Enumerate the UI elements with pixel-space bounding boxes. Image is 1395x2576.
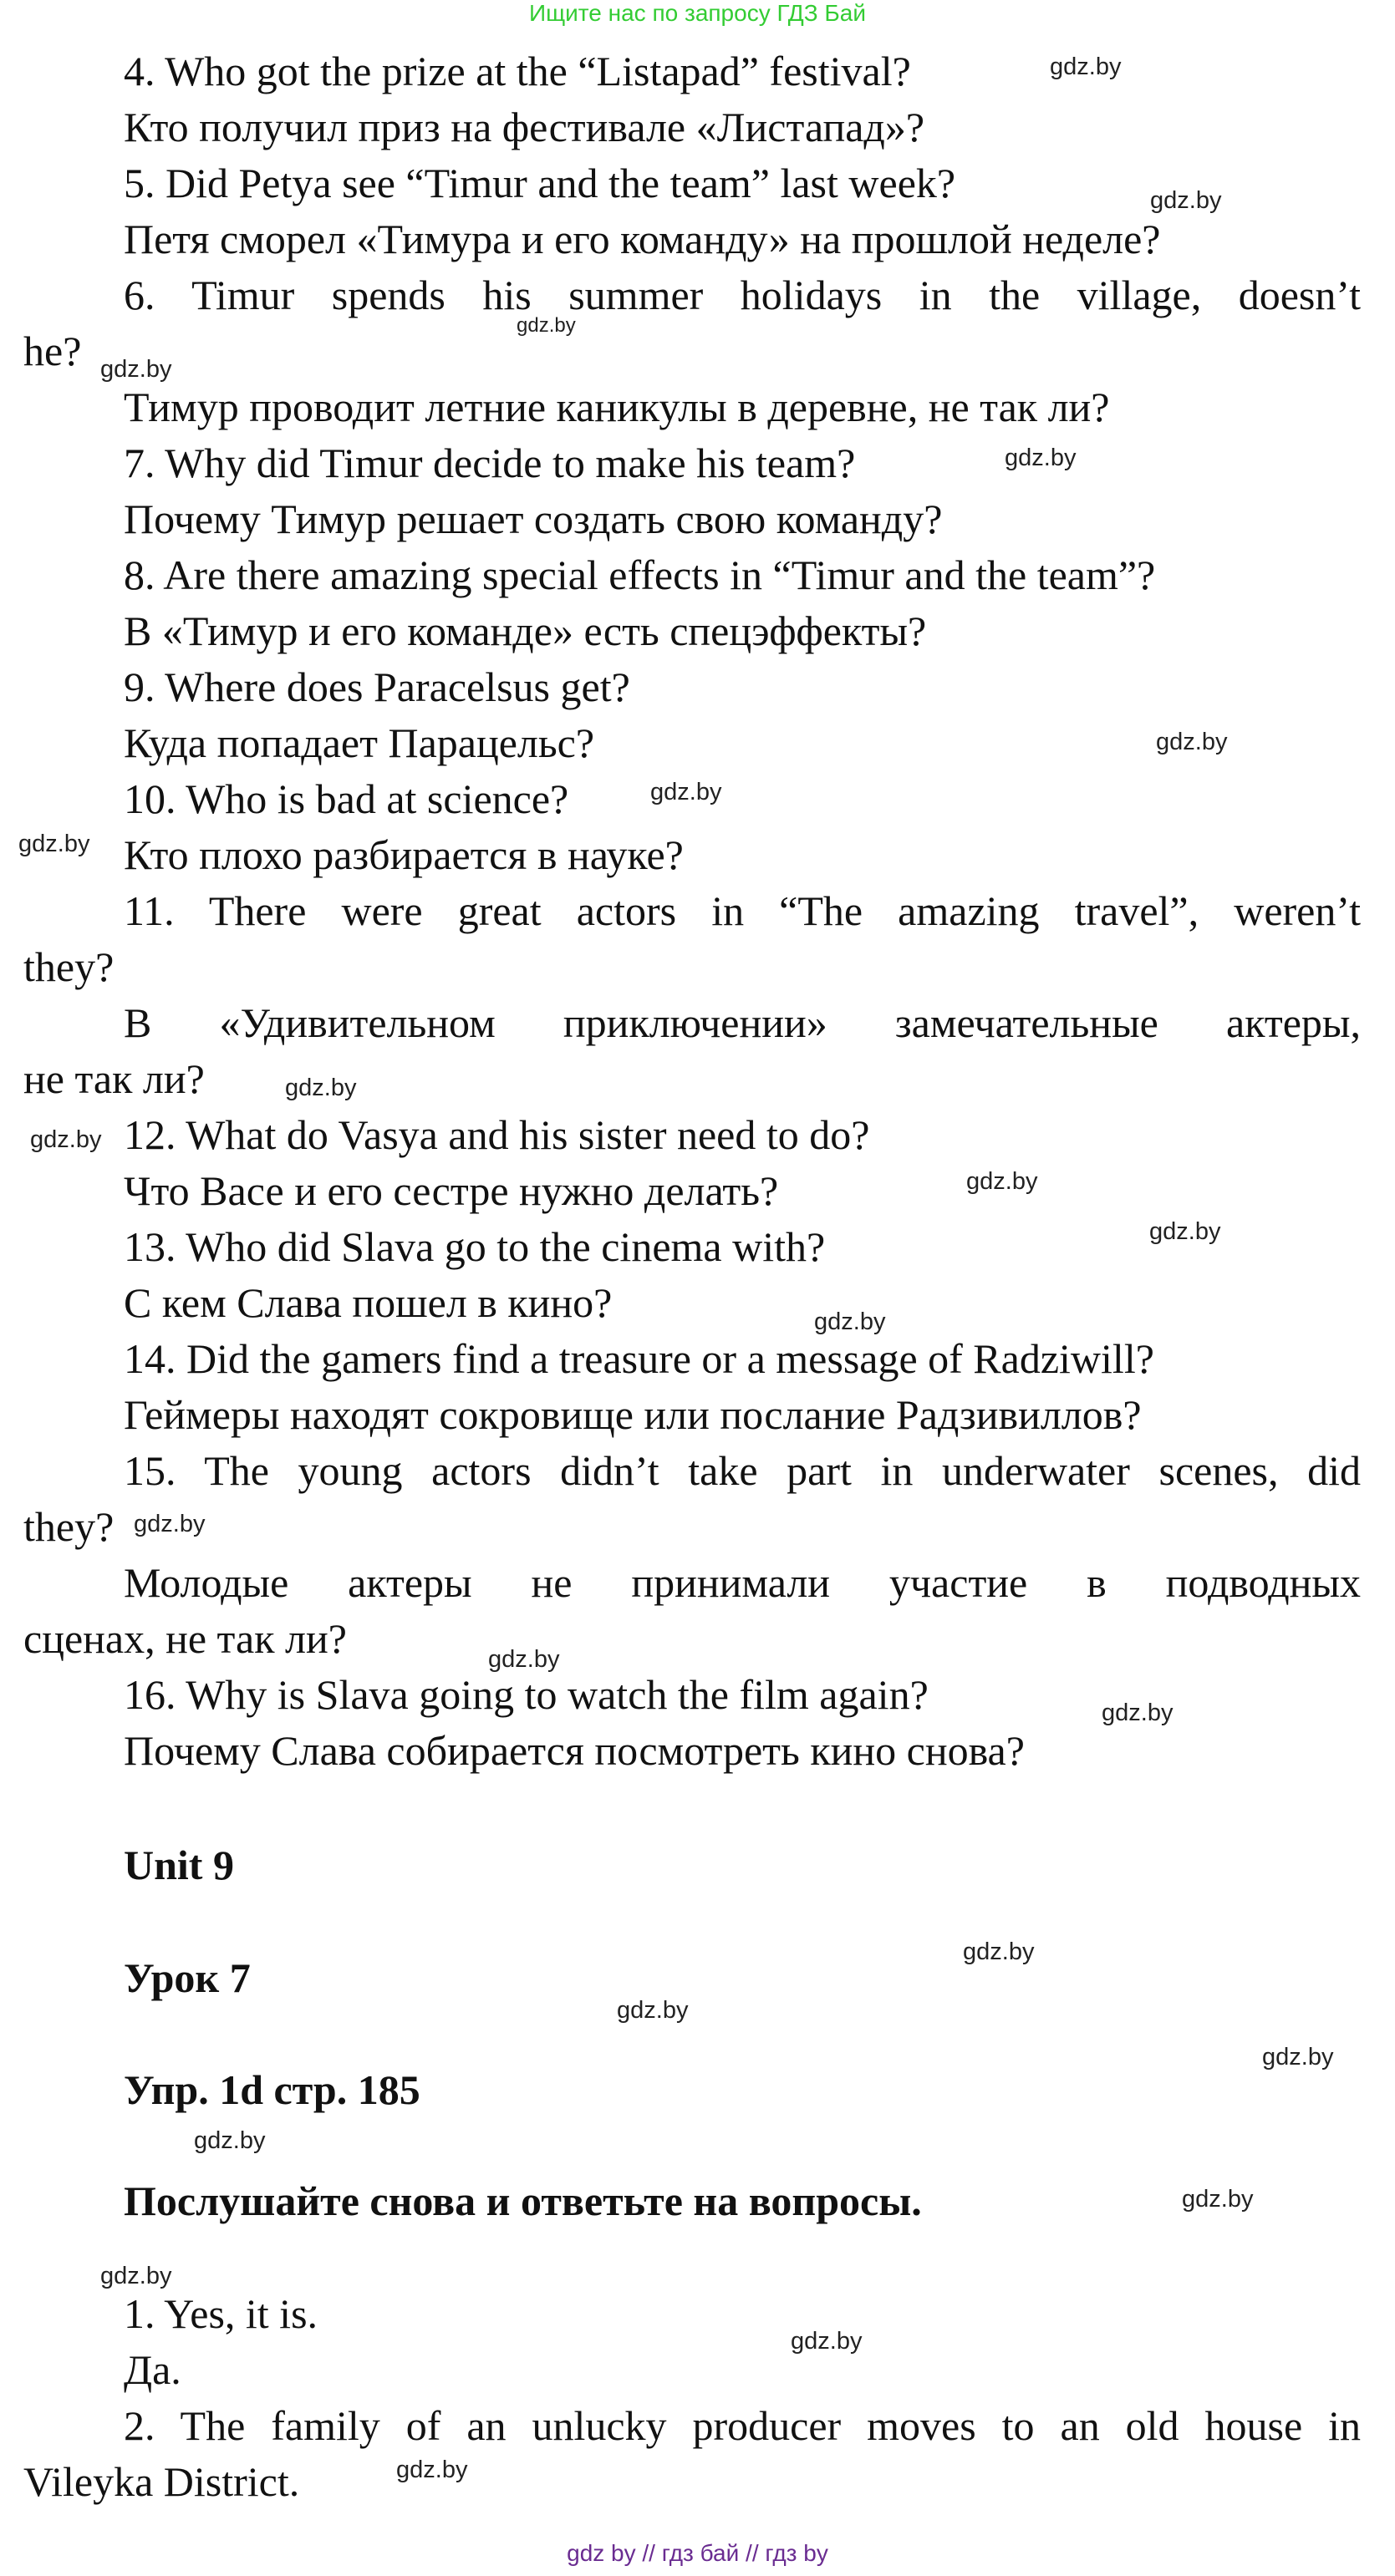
watermark: gdz.by	[1050, 53, 1122, 80]
watermark: gdz.by	[100, 356, 172, 383]
text-line: Почему Тимур решает создать свою команду?	[124, 495, 943, 542]
watermark: gdz.by	[1149, 1218, 1221, 1245]
text-line: не так ли?	[23, 1055, 205, 1102]
watermark: gdz.by	[650, 779, 722, 805]
text-line: 6. Timur spends his summer holidays in the village, doesn’t	[124, 272, 1361, 318]
text-line: 7. Why did Timur decide to make his team?	[124, 439, 856, 486]
watermark: gdz.by	[1005, 445, 1077, 471]
watermark: gdz.by	[30, 1126, 102, 1153]
text-line: Куда попадает Парацельс?	[124, 719, 595, 766]
exercise-heading: Упр. 1d стр. 185	[124, 2066, 420, 2113]
text-line: 10. Who is bad at science?	[124, 775, 569, 822]
text-line: сценах, не так ли?	[23, 1615, 347, 1662]
watermark: gdz.by	[285, 1075, 357, 1101]
text-line: 9. Where does Paracelsus get?	[124, 663, 630, 710]
text-line: Почему Слава собирается посмотреть кино снова?	[124, 1727, 1025, 1774]
text-line: 16. Why is Slava going to watch the film again?	[124, 1671, 929, 1718]
answer-line: Vileyka District.	[23, 2458, 300, 2505]
watermark: gdz.by	[1156, 729, 1228, 755]
watermark: gdz.by	[791, 2328, 863, 2355]
text-line: Кто плохо разбирается в науке?	[124, 831, 684, 878]
text-line: 8. Are there amazing special effects in “Timur and the team”?	[124, 551, 1156, 598]
watermark: gdz.by	[1150, 187, 1222, 214]
unit-heading: Unit 9	[124, 1842, 234, 1888]
watermark: gdz.by	[18, 831, 90, 857]
text-line: Кто получил приз на фестивале «Листапад»?	[124, 104, 925, 150]
answer-line: 2. The family of an unlucky producer moves to an old house in	[124, 2402, 1361, 2449]
text-line: they?	[23, 1503, 115, 1550]
text-line: С кем Слава пошел в кино?	[124, 1279, 613, 1326]
header-banner: Ищите нас по запросу ГДЗ Бай	[528, 0, 867, 26]
watermark: gdz.by	[617, 1997, 689, 2024]
text-line: Геймеры находят сокровище или послание Радзивиллов?	[124, 1391, 1142, 1438]
watermark: gdz.by	[488, 1646, 560, 1673]
watermark: gdz.by	[814, 1308, 886, 1335]
text-line: 5. Did Petya see “Timur and the team” last week?	[124, 160, 956, 206]
text-line: 15. The young actors didn’t take part in underwater scenes, did	[124, 1447, 1361, 1494]
text-line: Тимур проводит летние каникулы в деревне, не так ли?	[124, 384, 1110, 430]
text-line: they?	[23, 943, 115, 990]
text-line: 14. Did the gamers find a treasure or a message of Radziwill?	[124, 1335, 1154, 1382]
text-line: 12. What do Vasya and his sister need to do?	[124, 1111, 870, 1158]
watermark: gdz.by	[134, 1511, 206, 1537]
watermark: gdz.by	[517, 314, 576, 337]
watermark: gdz.by	[966, 1168, 1038, 1195]
footer-links: gdz by // гдз бай // гдз by	[567, 2540, 828, 2566]
watermark: gdz.by	[1182, 2186, 1254, 2213]
watermark: gdz.by	[1102, 1700, 1174, 1726]
text-line: he?	[23, 328, 82, 374]
text-line: Молодые актеры не принимали участие в подводных	[124, 1559, 1361, 1606]
task-heading: Послушайте снова и ответьте на вопросы.	[124, 2177, 922, 2224]
text-line: 4. Who got the prize at the “Listapad” festival?	[124, 48, 911, 94]
text-line: В «Тимур и его команде» есть спецэффекты?	[124, 607, 927, 654]
text-line: 11. There were great actors in “The amazing travel”, weren’t	[124, 887, 1361, 934]
watermark: gdz.by	[1262, 2044, 1334, 2070]
watermark: gdz.by	[396, 2457, 468, 2483]
watermark: gdz.by	[100, 2263, 172, 2289]
answer-line: Да.	[124, 2346, 181, 2393]
text-line: В «Удивительном приключении» замечательные актеры,	[124, 999, 1361, 1046]
text-line: 13. Who did Slava go to the cinema with?	[124, 1223, 826, 1270]
text-line: Петя сморел «Тимура и его команду» на прошлой неделе?	[124, 216, 1161, 262]
watermark: gdz.by	[194, 2127, 266, 2154]
lesson-heading: Урок 7	[124, 1954, 251, 2001]
text-line: Что Васе и его сестре нужно делать?	[124, 1167, 779, 1214]
answer-line: 1. Yes, it is.	[124, 2290, 318, 2337]
watermark: gdz.by	[963, 1938, 1035, 1965]
